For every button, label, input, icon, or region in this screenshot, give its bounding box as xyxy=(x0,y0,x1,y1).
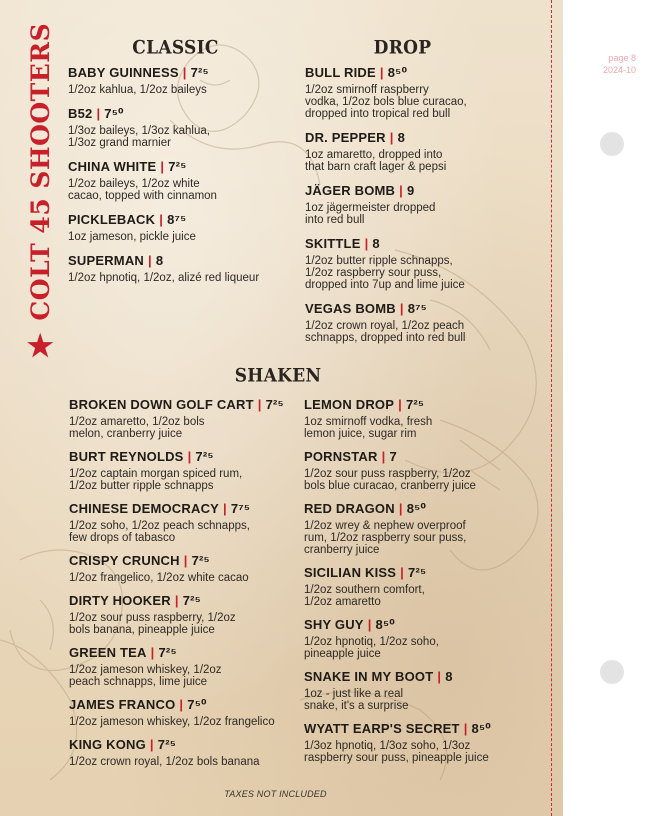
item-description: 1/2oz smirnoff raspberry vodka, 1/2oz bols blue curacao, dropped into tropical red bull xyxy=(305,84,467,120)
item-name-line xyxy=(68,65,293,81)
menu-item-snake-in-my-boot xyxy=(304,669,550,712)
item-description: 1oz - just like a real snake, it's a surprise xyxy=(304,688,409,712)
item-price: 7⁵⁰ xyxy=(187,697,207,712)
price-separator: | xyxy=(399,183,403,198)
menu-item-james-franco xyxy=(69,697,301,728)
cut-line xyxy=(551,0,552,816)
price-separator: | xyxy=(257,397,262,412)
item-name: KING KONG xyxy=(69,737,146,752)
item-name-line xyxy=(304,449,550,465)
item-price: 8⁵⁰ xyxy=(375,617,396,632)
price-separator: | xyxy=(223,501,227,516)
menu-item-pickleback xyxy=(68,212,293,243)
item-price: 7²⁵ xyxy=(182,593,201,608)
price-separator: | xyxy=(159,212,164,227)
page-meta xyxy=(588,52,636,76)
menu-item-dirty-hooker xyxy=(69,593,301,636)
shaken-right-column xyxy=(304,397,550,764)
item-name-line xyxy=(69,553,301,569)
menu-item-broken-down-golf-cart xyxy=(69,397,301,440)
item-name: BULL RIDE xyxy=(305,65,376,80)
price-separator: | xyxy=(179,697,184,712)
menu-item-baby-guinness xyxy=(68,65,293,96)
price-separator: | xyxy=(182,65,187,80)
item-price: 7⁷⁵ xyxy=(230,501,251,516)
item-price: 7⁵⁰ xyxy=(104,106,124,121)
section-heading-drop: DROP xyxy=(373,37,432,59)
item-price: 7²⁵ xyxy=(195,449,214,464)
page-number: page 8 xyxy=(608,53,636,63)
item-description: 1/3oz baileys, 1/3oz kahlua, 1/3oz grand marnier xyxy=(68,125,210,149)
item-name-line xyxy=(305,130,550,146)
item-name: SUPERMAN xyxy=(68,253,144,268)
menu-item-burt-reynolds xyxy=(69,449,301,492)
item-description: 1oz jägermeister dropped into red bull xyxy=(305,202,436,226)
menu-item-pornstar xyxy=(304,449,550,492)
price-separator: | xyxy=(149,737,154,752)
item-name-line xyxy=(304,397,550,413)
item-name-line xyxy=(68,159,293,175)
binder-hole-top xyxy=(600,132,624,156)
item-description: 1/2oz kahlua, 1/2oz baileys xyxy=(68,84,207,96)
item-description: 1/2oz hpnotiq, 1/2oz, alizé red liqueur xyxy=(68,272,260,284)
item-price: 7²⁵ xyxy=(190,65,209,80)
item-price: 8⁵⁰ xyxy=(387,65,408,80)
item-price: 8⁵⁰ xyxy=(406,501,427,516)
item-name-line xyxy=(305,65,550,81)
price-separator: | xyxy=(160,159,165,174)
item-description: 1/2oz crown royal, 1/2oz bols banana xyxy=(69,756,260,768)
classic-column xyxy=(68,65,293,284)
item-name-line xyxy=(68,106,293,122)
item-price: 8 xyxy=(397,130,406,145)
price-separator: | xyxy=(381,449,386,464)
item-description: 1/2oz wrey & nephew overproof rum, 1/2oz raspberry sour puss, cranberry juice xyxy=(304,520,467,556)
item-name: JÄGER BOMB xyxy=(305,183,396,198)
item-name-line xyxy=(69,449,301,465)
item-description: 1/2oz jameson whiskey, 1/2oz peach schnapps, lime juice xyxy=(69,664,222,688)
item-name-line xyxy=(304,565,550,581)
item-name: SICILIAN KISS xyxy=(304,565,397,580)
item-name-line xyxy=(305,236,550,252)
item-description: 1/2oz soho, 1/2oz peach schnapps, few drops of tabasco xyxy=(69,520,250,544)
item-name: SKITTLE xyxy=(305,236,361,251)
drop-column xyxy=(305,65,550,344)
item-name: BURT REYNOLDS xyxy=(69,449,184,464)
item-description: 1oz jameson, pickle juice xyxy=(68,231,196,243)
price-separator: | xyxy=(389,130,394,145)
item-name: GREEN TEA xyxy=(69,645,147,660)
shaken-left-column xyxy=(69,397,301,768)
item-name-line xyxy=(69,501,301,517)
item-description: 1/2oz amaretto, 1/2oz bols melon, cranberry juice xyxy=(69,416,205,440)
menu-item-green-tea xyxy=(69,645,301,688)
menu-item-vegas-bomb xyxy=(305,301,550,344)
item-description: 1/2oz butter ripple schnapps, 1/2oz raspberry sour puss, dropped into 7up and lime juice xyxy=(305,255,465,291)
item-price: 9 xyxy=(406,183,415,198)
item-name: SNAKE IN MY BOOT xyxy=(304,669,434,684)
menu-item-superman xyxy=(68,253,293,284)
item-description: 1/2oz frangelico, 1/2oz white cacao xyxy=(69,572,249,584)
item-name: CHINESE DEMOCRACY xyxy=(69,501,220,516)
item-description: 1/2oz jameson whiskey, 1/2oz frangelico xyxy=(69,716,275,728)
item-name: DR. PEPPER xyxy=(305,130,386,145)
item-name: WYATT EARP'S SECRET xyxy=(304,721,460,736)
item-price: 8 xyxy=(445,669,453,684)
menu-item-lemon-drop xyxy=(304,397,550,440)
item-name: BROKEN DOWN GOLF CART xyxy=(69,397,254,412)
item-price: 7 xyxy=(389,449,397,464)
item-price: 7²⁵ xyxy=(265,397,284,412)
binder-hole-bottom xyxy=(600,660,624,684)
item-name-line xyxy=(68,253,293,269)
item-name-line xyxy=(69,593,301,609)
item-name: RED DRAGON xyxy=(304,501,395,516)
price-separator: | xyxy=(148,253,152,268)
price-separator: | xyxy=(174,593,179,608)
item-description: 1/2oz captain morgan spiced rum, 1/2oz butter ripple schnapps xyxy=(69,468,243,492)
item-price: 8⁷⁵ xyxy=(407,301,427,316)
menu-item-sicilian-kiss xyxy=(304,565,550,608)
date-code: 2024-10 xyxy=(602,65,636,75)
item-name: PORNSTAR xyxy=(304,449,378,464)
item-name: LEMON DROP xyxy=(304,397,395,412)
menu-item-wyatt-earp-s-secret xyxy=(304,721,550,764)
menu-item-b52 xyxy=(68,106,293,149)
item-name: B52 xyxy=(68,106,93,121)
item-name: BABY GUINNESS xyxy=(68,65,179,80)
menu-item-red-dragon xyxy=(304,501,550,556)
price-separator: | xyxy=(398,397,402,412)
price-separator: | xyxy=(367,617,372,632)
item-name-line xyxy=(69,697,301,713)
menu-item-shy-guy xyxy=(304,617,550,660)
item-description: 1/2oz crown royal, 1/2oz peach schnapps, dropped into red bull xyxy=(305,320,466,344)
item-description: 1oz amaretto, dropped into that barn craft lager & pepsi xyxy=(305,149,447,173)
item-name-line xyxy=(305,183,550,199)
menu-item-bull-ride xyxy=(305,65,550,120)
menu-item-skittle xyxy=(305,236,550,291)
price-separator: | xyxy=(399,301,404,316)
item-price: 8⁷⁵ xyxy=(167,212,187,227)
price-separator: | xyxy=(463,721,468,736)
item-name: CRISPY CRUNCH xyxy=(69,553,180,568)
taxes-note: TAXES NOT INCLUDED xyxy=(224,789,327,799)
item-price: 7²⁵ xyxy=(408,565,427,580)
price-separator: | xyxy=(150,645,155,660)
price-separator: | xyxy=(364,236,369,251)
item-price: 7²⁵ xyxy=(191,553,210,568)
item-name-line xyxy=(69,737,301,753)
item-name-line xyxy=(69,397,301,413)
price-separator: | xyxy=(400,565,405,580)
menu-item-dr-pepper xyxy=(305,130,550,173)
menu-item-chinese-democracy xyxy=(69,501,301,544)
price-separator: | xyxy=(437,669,442,684)
menu-item-j-ger-bomb xyxy=(305,183,550,226)
item-name-line xyxy=(305,301,550,317)
item-name-line xyxy=(304,721,550,737)
item-name-line xyxy=(304,669,550,685)
star-icon: ★ xyxy=(26,328,54,364)
item-price: 8⁵⁰ xyxy=(471,721,492,736)
section-heading-shaken: SHAKEN xyxy=(234,365,322,387)
item-name-line xyxy=(69,645,301,661)
price-separator: | xyxy=(187,449,192,464)
price-separator: | xyxy=(379,65,384,80)
price-separator: | xyxy=(183,553,188,568)
price-separator: | xyxy=(96,106,101,121)
vertical-title-text: COLT 45 SHOOTERS xyxy=(25,22,55,321)
menu-item-china-white xyxy=(68,159,293,202)
item-name: PICKLEBACK xyxy=(68,212,156,227)
item-price: 8 xyxy=(372,236,380,251)
item-name: VEGAS BOMB xyxy=(305,301,396,316)
item-price: 7²⁵ xyxy=(405,397,425,412)
item-description: 1/3oz hpnotiq, 1/3oz soho, 1/3oz raspberry sour puss, pineapple juice xyxy=(304,740,489,764)
item-description: 1/2oz hpnotiq, 1/2oz soho, pineapple juice xyxy=(304,636,439,660)
item-price: 7²⁵ xyxy=(158,645,177,660)
item-description: 1oz smirnoff vodka, fresh lemon juice, sugar rim xyxy=(304,416,433,440)
item-description: 1/2oz sour puss raspberry, 1/2oz bols banana, pineapple juice xyxy=(69,612,236,636)
item-price: 7²⁵ xyxy=(168,159,187,174)
item-name: CHINA WHITE xyxy=(68,159,157,174)
item-price: 8 xyxy=(155,253,164,268)
item-name-line xyxy=(304,501,550,517)
price-separator: | xyxy=(398,501,403,516)
item-description: 1/2oz baileys, 1/2oz white cacao, topped with cinnamon xyxy=(68,178,217,202)
section-heading-classic: CLASSIC xyxy=(132,37,219,59)
item-name: SHY GUY xyxy=(304,617,364,632)
item-name-line xyxy=(68,212,293,228)
item-price: 7²⁵ xyxy=(157,737,177,752)
item-name-line xyxy=(304,617,550,633)
item-name: DIRTY HOOKER xyxy=(69,593,171,608)
menu-item-crispy-crunch xyxy=(69,553,301,584)
item-description: 1/2oz southern comfort, 1/2oz amaretto xyxy=(304,584,425,608)
item-name: JAMES FRANCO xyxy=(69,697,176,712)
menu-item-king-kong xyxy=(69,737,301,768)
item-description: 1/2oz sour puss raspberry, 1/2oz bols blue curacao, cranberry juice xyxy=(304,468,476,492)
